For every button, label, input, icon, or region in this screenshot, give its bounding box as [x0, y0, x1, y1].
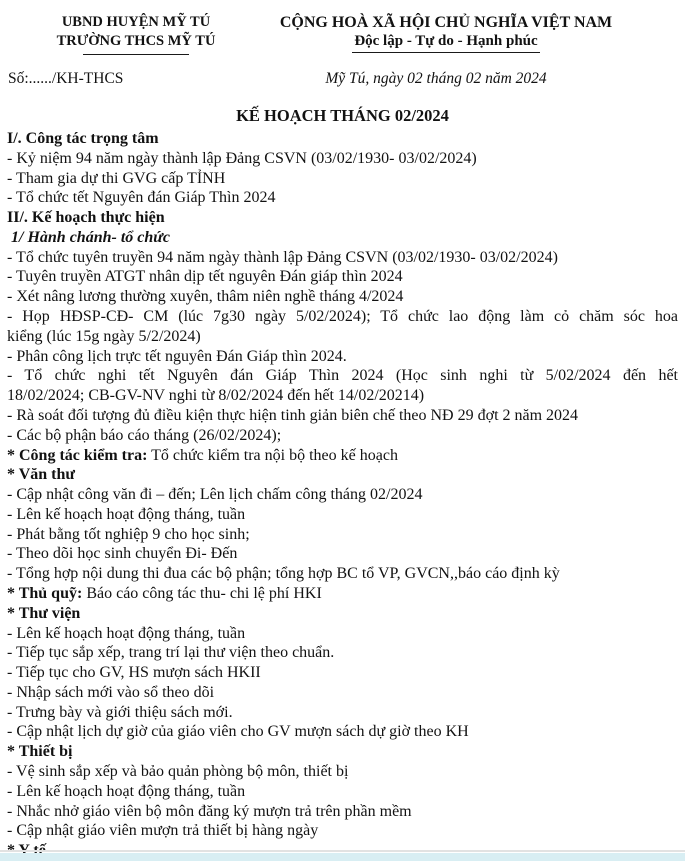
- document-line: [7, 347, 678, 367]
- document-line-segment: - Xét nâng lương thường xuyên, thâm niên nghề tháng 4/2024: [7, 288, 404, 306]
- document-line: [7, 267, 678, 287]
- document-line-segment: - Tổ chức tuyên truyền 94 năm ngày thành lập Đảng CSVN (03/02/1930- 03/02/2024): [7, 248, 558, 266]
- document-line-segment: II/. Kế hoạch thực hiện: [7, 209, 165, 227]
- document-line: [7, 584, 678, 604]
- document-line-segment: - Theo dõi học sinh chuyển Đi- Đến: [7, 545, 238, 563]
- document-line-segment: 1/ Hành chánh- tổ chức: [11, 228, 170, 246]
- document-line: [7, 327, 678, 347]
- document-line: [7, 762, 678, 782]
- document-line-segment: - Trưng bày và giới thiệu sách mới.: [7, 703, 233, 721]
- document-line: [7, 149, 678, 169]
- document-line-segment: - Tiếp tục cho GV, HS mượn sách HKII: [7, 664, 261, 682]
- document-line: [7, 208, 678, 228]
- document-line: [7, 525, 678, 545]
- document-title: KẾ HOẠCH THÁNG 02/2024: [236, 106, 449, 125]
- place-date: Mỹ Tú, ngày 02 tháng 02 năm 2024: [325, 70, 547, 87]
- document-line: [7, 366, 678, 386]
- document-line-segment: Tổ chức kiểm tra nội bộ theo kế hoạch: [147, 446, 398, 464]
- document-line-segment: - Rà soát đối tượng đủ điều kiện thực hiện tinh giản biên chế theo NĐ 29 đợt 2 năm 2024: [7, 406, 579, 424]
- document-line: [7, 624, 678, 644]
- document-line-segment: - Tổ chức nghi tết Nguyên đán Giáp Thìn 2024 (Học sinh nghi từ 5/02/2024 đến hết: [7, 367, 678, 385]
- document-line-segment: - Các bộ phận báo cáo tháng (26/02/2024);: [7, 426, 282, 444]
- document-line-segment: * Thiết bị: [7, 743, 73, 761]
- document-line: [7, 188, 678, 208]
- national-motto-wrap: [272, 32, 620, 53]
- document-line: [7, 406, 678, 426]
- document-line-segment: - Kỷ niệm 94 năm ngày thành lập Đảng CSVN (03/02/1930- 03/02/2024): [7, 149, 477, 167]
- issuing-org-block: [0, 13, 272, 55]
- national-motto: Độc lập - Tự do - Hạnh phúc: [352, 32, 539, 53]
- document-line: [7, 802, 678, 822]
- document-line-segment: kiểng (lúc 15g ngày 5/2/2024): [7, 327, 201, 345]
- document-subheader: [0, 69, 685, 89]
- document-line: [7, 663, 678, 683]
- document-line-segment: Báo cáo công tác thu- chi lệ phí HKI: [82, 584, 322, 602]
- document-line: [7, 465, 678, 485]
- document-line: [7, 604, 678, 624]
- document-line-segment: - Tổng hợp nội dung thi đua các bộ phận; tổng hợp BC tổ VP, GVCN,,báo cáo định kỳ: [7, 565, 560, 583]
- national-header-block: [272, 13, 685, 55]
- document-line: [7, 169, 678, 189]
- document-line-segment: - Nhắc nhở giáo viên bộ môn đăng ký mượn trả trên phần mềm: [7, 802, 412, 820]
- window-bottom-bar: [0, 853, 685, 861]
- document-line-segment: * Công tác kiểm tra:: [7, 446, 148, 464]
- document-line-segment: 18/02/2024; CB-GV-NV nghi từ 8/02/2024 đến hết 14/02/20214): [7, 387, 425, 405]
- document-line-segment: - Lên kế hoạch hoạt động tháng, tuần: [7, 782, 246, 800]
- document-number: Số:....../KH-THCS: [8, 70, 124, 87]
- document-line: [7, 307, 678, 327]
- document-line-segment: * Văn thư: [7, 466, 75, 484]
- document-line: [7, 485, 678, 505]
- document-line-segment: - Tổ chức tết Nguyên đán Giáp Thìn 2024: [7, 189, 276, 207]
- national-title: CỘNG HOÀ XÃ HỘI CHỦ NGHĨA VIỆT NAM: [279, 14, 613, 31]
- document-line: [7, 564, 678, 584]
- document-line-segment: - Cập nhật lịch dự giờ của giáo viên cho GV mượn sách dự giờ theo KH: [7, 723, 469, 741]
- document-header: [0, 0, 685, 55]
- document-line: [7, 287, 678, 307]
- document-line: [7, 228, 678, 248]
- document-line: [7, 446, 678, 466]
- document-line-segment: - Vệ sinh sắp xếp và bảo quản phòng bộ môn, thiết bị: [7, 763, 349, 780]
- document-line: [7, 722, 678, 742]
- document-line: [7, 505, 678, 525]
- document-line: [7, 643, 678, 663]
- document-line: [7, 386, 678, 406]
- document-line: [7, 426, 678, 446]
- document-line-segment: - Phát bằng tốt nghiệp 9 cho học sinh;: [7, 525, 250, 543]
- document-line: [7, 544, 678, 564]
- document-line-segment: * Thư viện: [7, 604, 81, 622]
- document-line-segment: I/. Công tác trọng tâm: [7, 130, 159, 147]
- document-body: [0, 129, 685, 861]
- document-line-segment: * Thủ quỹ:: [7, 584, 83, 602]
- document-line: [7, 703, 678, 723]
- document-line-segment: - Cập nhật công văn đi – đến; Lên lịch chấm công tháng 02/2024: [7, 486, 423, 504]
- document-line-segment: - Họp HĐSP-CĐ- CM (lúc 7g30 ngày 5/02/2024); Tổ chức lao động làm cỏ chăm sóc hoa: [7, 308, 678, 326]
- document-line-segment: - Lên kế hoạch hoạt động tháng, tuần: [7, 624, 246, 642]
- org-underline: [83, 54, 189, 55]
- document-line: [7, 683, 678, 703]
- document-line: [7, 129, 678, 149]
- document-line: [7, 782, 678, 802]
- document-line-segment: - Cập nhật giáo viên mượn trả thiết bị hàng ngày: [7, 822, 319, 840]
- document-line-segment: - Tuyên truyền ATGT nhân dịp tết nguyên Đán giáp thìn 2024: [7, 268, 403, 286]
- document-line: [7, 742, 678, 762]
- document-line-segment: - Nhập sách mới vào sổ theo dõi: [7, 683, 215, 701]
- document-line-segment: - Lên kế hoạch hoạt động tháng, tuần: [7, 505, 246, 523]
- document-line-segment: - Phân công lịch trực tết nguyên Đán Giáp thìn 2024.: [7, 347, 347, 365]
- document-line-segment: - Tiếp tục sắp xếp, trang trí lại thư viện theo chuẩn.: [7, 644, 335, 662]
- org-school-name: TRƯỜNG THCS MỸ TÚ: [56, 33, 216, 49]
- document-line-segment: - Tham gia dự thi GVG cấp TỈNH: [7, 169, 226, 187]
- window-bottom-edge: [0, 850, 685, 852]
- document-line: [7, 821, 678, 841]
- document-line: [7, 248, 678, 268]
- org-parent-name: UBND HUYỆN MỸ TÚ: [61, 14, 211, 30]
